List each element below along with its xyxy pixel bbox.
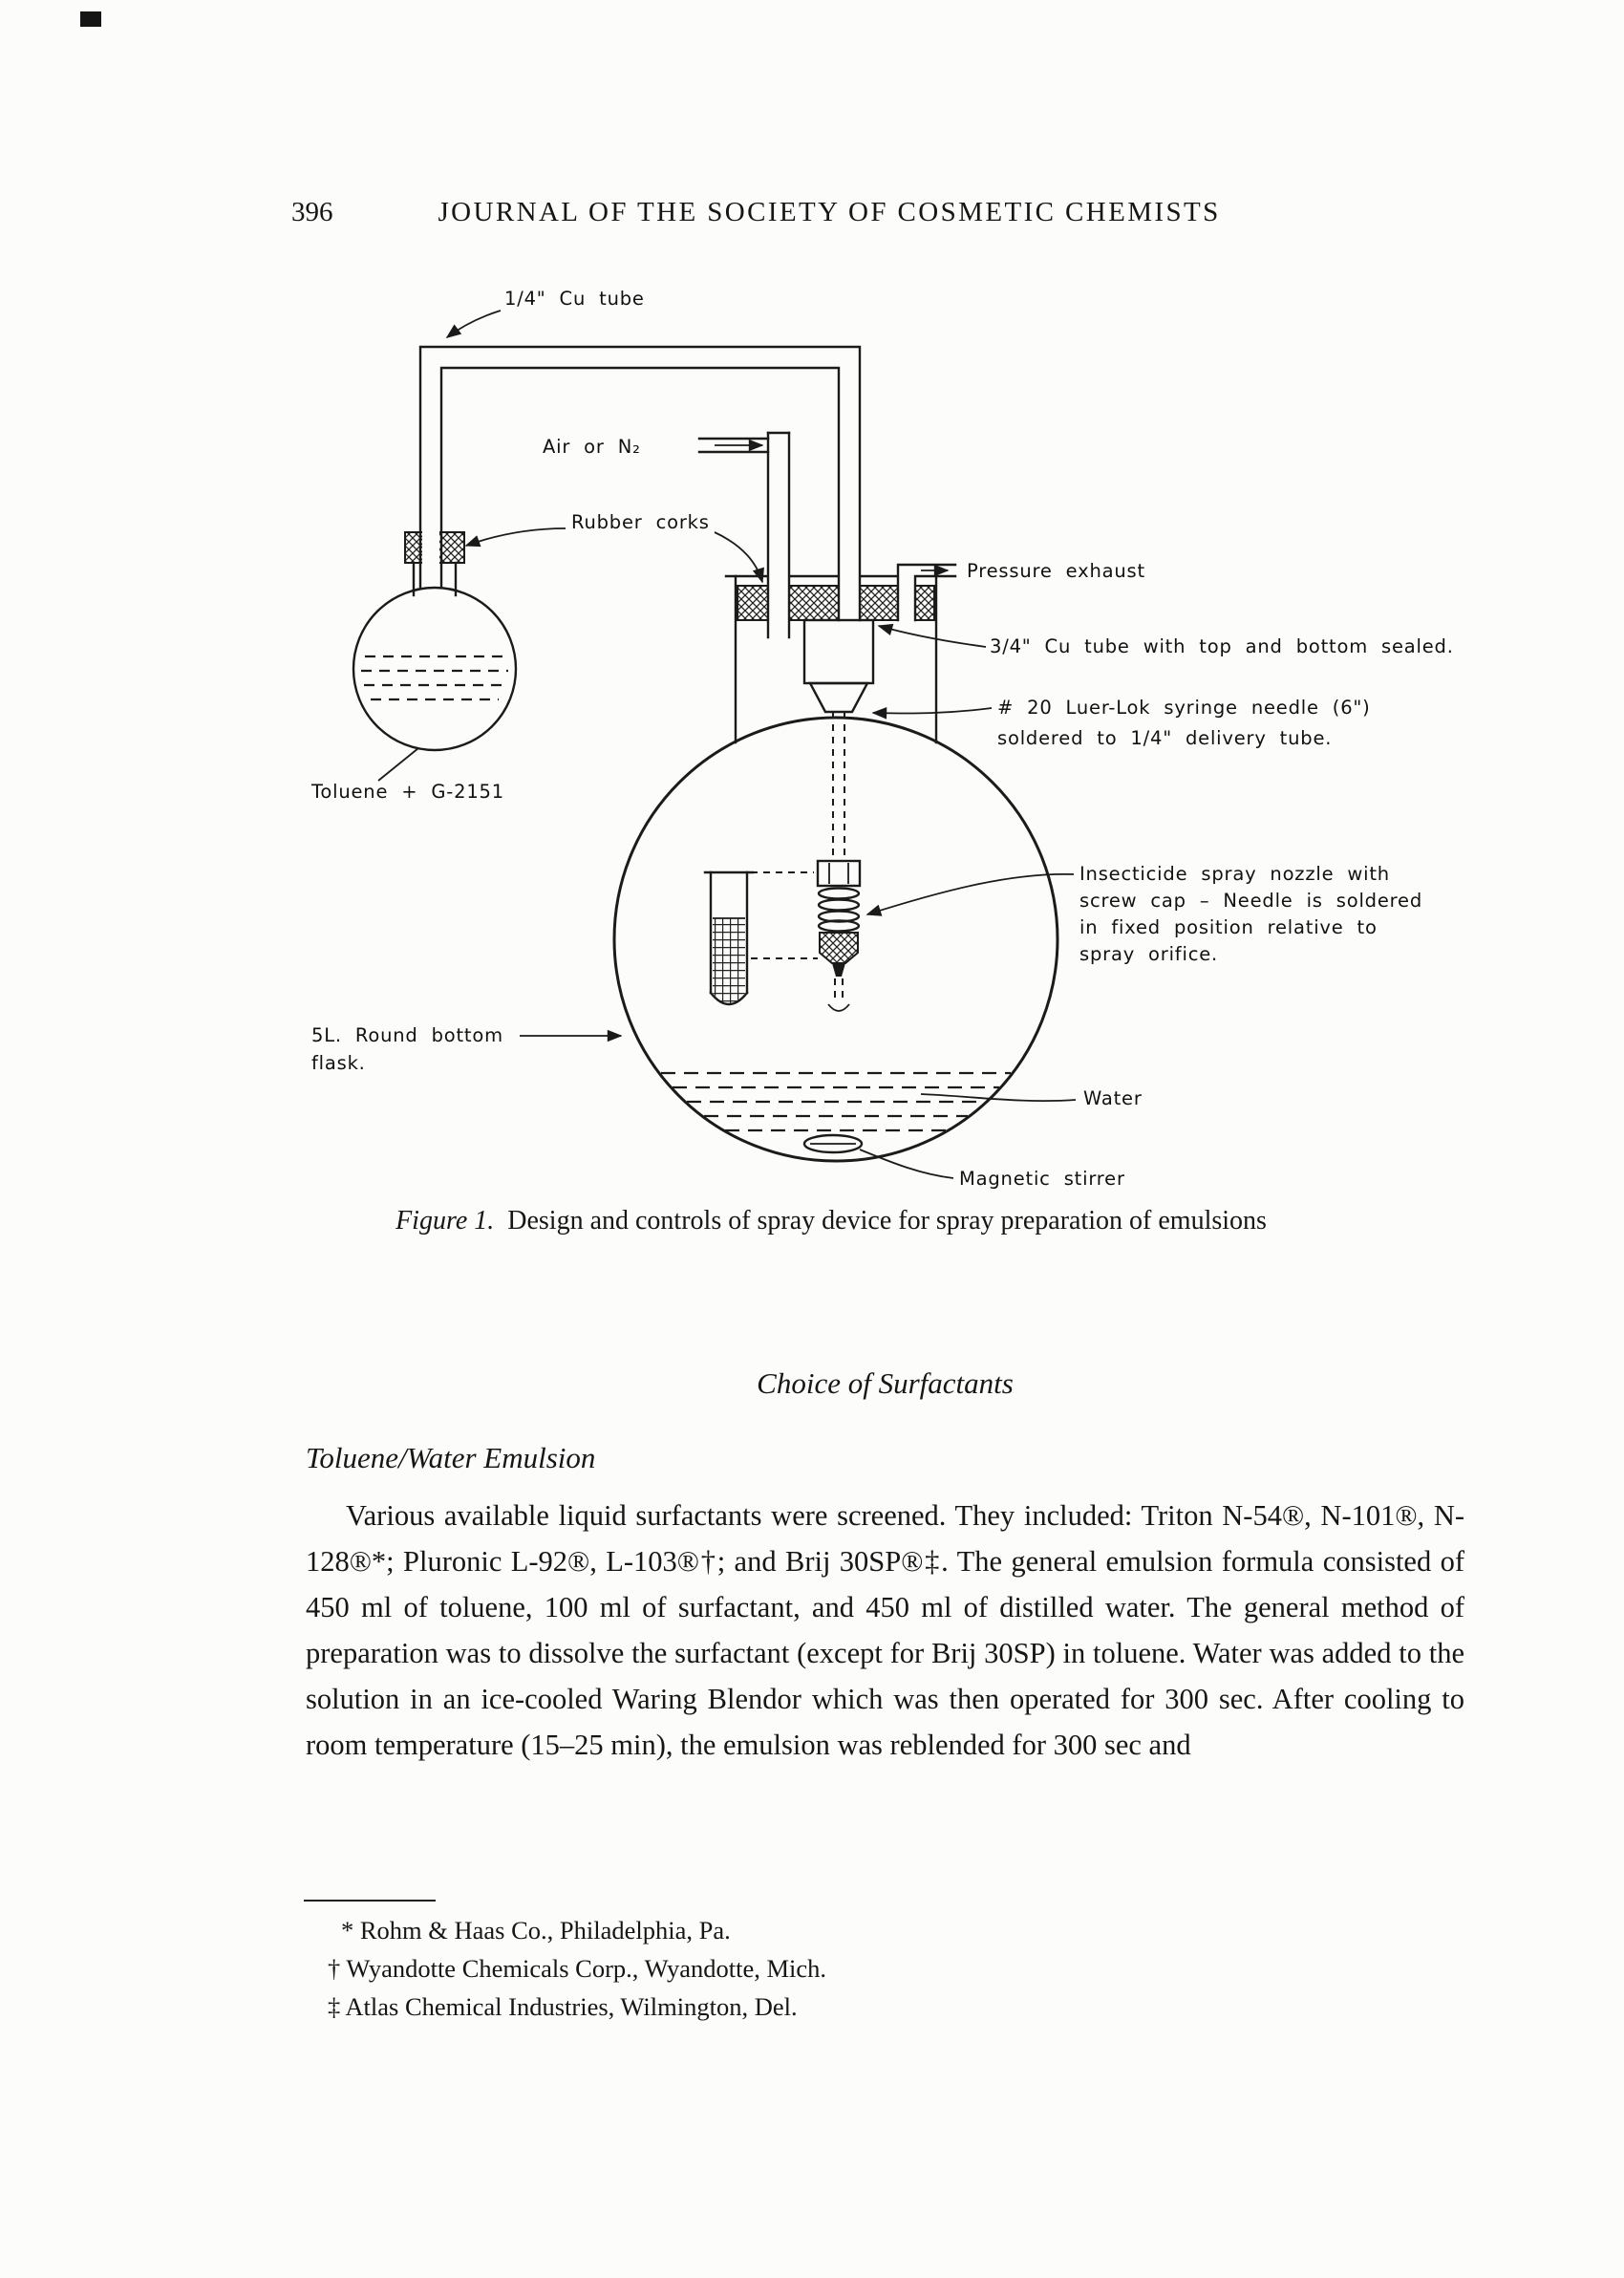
- label-water: Water: [1083, 1087, 1143, 1109]
- figure-1-diagram: [287, 282, 1509, 1209]
- sample-vial: [705, 872, 818, 1004]
- figure-caption-label: Figure 1.: [395, 1206, 495, 1236]
- label-magnetic-stirrer: Magnetic stirrer: [959, 1168, 1125, 1190]
- water-level-dashes: [661, 1073, 1011, 1130]
- section-title: Choice of Surfactants: [757, 1366, 1014, 1400]
- footnote-rohm-haas: * Rohm & Haas Co., Philadelphia, Pa.: [341, 1916, 731, 1945]
- label-toluene: Toluene + G-2151: [311, 781, 504, 803]
- label-nozzle-line4: spray orifice.: [1079, 943, 1219, 965]
- copper-tube-main: [420, 347, 860, 620]
- label-air-or-n2: Air or N₂: [543, 436, 641, 458]
- label-nozzle-line1: Insecticide spray nozzle with: [1079, 863, 1390, 885]
- footnote-wyandotte: † Wyandotte Chemicals Corp., Wyandotte, Mich.: [328, 1954, 827, 1983]
- page-number: 396: [291, 197, 333, 227]
- figure-caption: [239, 1206, 1423, 1236]
- label-quarter-cu-tube: 1/4" Cu tube: [504, 288, 645, 310]
- scan-artifact-square: [80, 11, 101, 27]
- subsection-title: Toluene/Water Emulsion: [306, 1441, 596, 1474]
- page-header: [291, 197, 1221, 228]
- footnotes: [328, 1911, 826, 2026]
- label-rubber-corks: Rubber corks: [571, 511, 710, 533]
- spray-nozzle: [818, 861, 860, 1011]
- figure-caption-text: Design and controls of spray device for spray preparation of emulsions: [507, 1206, 1267, 1236]
- magnetic-stirrer: [804, 1135, 862, 1152]
- footnote-rule: [304, 1900, 436, 1902]
- label-nozzle-line2: screw cap – Needle is soldered: [1079, 890, 1423, 912]
- copper-jacket-and-needle: [804, 620, 873, 861]
- label-flask-line1: 5L. Round bottom: [311, 1024, 503, 1046]
- label-needle-line2: soldered to 1/4" delivery tube.: [997, 727, 1333, 749]
- label-nozzle-line3: in fixed position relative to: [1079, 916, 1378, 938]
- small-flask: [353, 528, 516, 750]
- label-needle-line1: # 20 Luer-Lok syringe needle (6"): [997, 697, 1371, 719]
- journal-title: JOURNAL OF THE SOCIETY OF COSMETIC CHEMISTS: [438, 197, 1221, 227]
- label-flask-line2: flask.: [311, 1052, 366, 1074]
- footnote-atlas: ‡ Atlas Chemical Industries, Wilmington, Del.: [328, 1992, 798, 2021]
- body-paragraph: Various available liquid surfactants were screened. They included: Triton N-54®, N-101®, N-128®*; Pluronic L-92®, L-103®†; and Brij 30SP®‡. The general emulsion formula consisted of 450 ml of toluene, 100 ml of surfactant, and 450 ml of distilled water. The general method of preparation was to dissolve the surfactant (except for Brij 30SP) in toluene. Water was added to the solution in an ice-cooled Waring Blendor which was then operated for 300 sec. After cooling to room temperature (15–25 min), the emulsion was reblended for 300 sec and: [306, 1499, 1464, 1761]
- leader-lines: [378, 311, 1076, 1178]
- label-three-quarter-cu-tube: 3/4" Cu tube with top and bottom sealed.: [990, 635, 1454, 657]
- label-pressure-exhaust: Pressure exhaust: [967, 560, 1145, 582]
